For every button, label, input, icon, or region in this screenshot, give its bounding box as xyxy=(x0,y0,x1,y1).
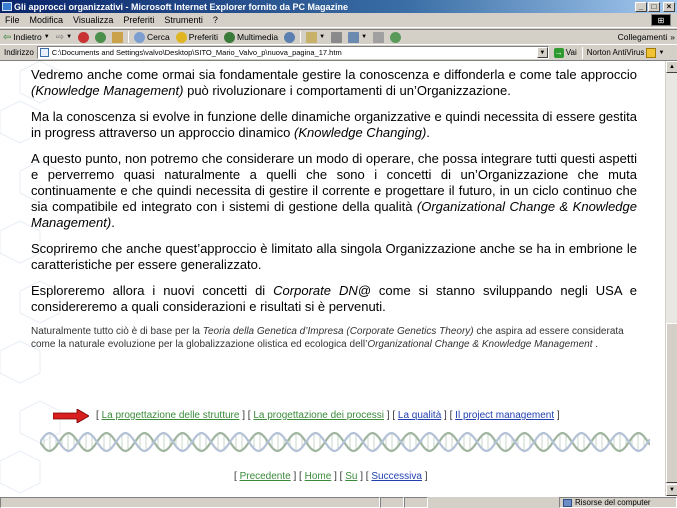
text-run: può rivoluzionare i comportamenti di un’Organizzazione. xyxy=(183,83,511,98)
toolbar-separator xyxy=(300,31,301,43)
go-button[interactable] xyxy=(549,48,582,58)
back-dropdown-icon[interactable]: ▼ xyxy=(43,34,50,40)
paragraph xyxy=(31,283,637,315)
italic-text: (Knowledge Changing) xyxy=(294,125,427,140)
links-area xyxy=(618,32,677,42)
status-bar xyxy=(0,496,677,508)
text-run: Vedremo anche come ormai sia fondamentale gestire la conoscenza e diffonderla e come tale approccio xyxy=(31,67,637,82)
vertical-scrollbar[interactable] xyxy=(665,61,677,496)
address-value: C:\Documents and Settings\valvo\Desktop\SITO_Mario_Valvo_p\nuova_pagina_17.htm xyxy=(51,48,342,57)
refresh-icon xyxy=(95,32,106,43)
status-message xyxy=(0,497,380,508)
link-progettazione-strutture[interactable]: La progettazione delle strutture xyxy=(101,410,240,421)
links-label[interactable]: Collegamenti xyxy=(617,32,668,42)
page-navigation: [ Precedente ] [ Home ] [ Su ] [ Successiva ] xyxy=(234,471,428,482)
window-title: Gli approcci organizzativi - Microsoft Internet Explorer fornito da PC Magazine xyxy=(14,1,349,12)
paragraph xyxy=(31,151,637,231)
dna-helix-divider xyxy=(40,429,650,455)
back-label: Indietro xyxy=(13,32,42,42)
stop-button[interactable] xyxy=(75,32,92,43)
link-project-management[interactable]: Il project management xyxy=(455,410,555,421)
mail-button[interactable] xyxy=(303,32,328,43)
maximize-button[interactable]: □ xyxy=(648,2,660,12)
zone-label: Risorse del computer xyxy=(575,498,651,507)
menu-help[interactable]: ? xyxy=(212,15,218,25)
edit-dropdown-icon[interactable]: ▼ xyxy=(361,34,368,40)
italic-text: Organizational Change & Knowledge Management xyxy=(367,339,593,350)
scroll-thumb[interactable] xyxy=(666,323,677,483)
search-label: Cerca xyxy=(147,32,170,42)
scroll-down-icon[interactable]: ▼ xyxy=(666,484,677,496)
text-run: . xyxy=(426,125,430,140)
text-run: Scopriremo che anche quest’approccio è limitato alla singola Organizzazione anche se ha in embrione le caratteristiche per essere generalizzato. xyxy=(31,241,637,272)
status-cell xyxy=(380,497,404,508)
section-links: [ La progettazione delle strutture ] [ La progettazione dei processi ] [ La qualità ] [ Il project management ] xyxy=(96,410,560,421)
star-icon xyxy=(176,32,187,43)
history-button[interactable] xyxy=(281,32,298,43)
stop-icon xyxy=(78,32,89,43)
go-label: Vai xyxy=(565,48,577,57)
search-button[interactable] xyxy=(131,32,173,43)
messenger-button[interactable] xyxy=(387,32,404,43)
link-qualita[interactable]: La qualità xyxy=(397,410,442,421)
discuss-icon xyxy=(373,32,384,43)
ie-icon xyxy=(2,2,12,11)
article-body xyxy=(31,67,637,361)
media-icon xyxy=(224,32,235,43)
messenger-icon xyxy=(390,32,401,43)
toolbar xyxy=(0,29,677,45)
edit-icon xyxy=(348,32,359,43)
forward-arrow-icon: ⇨ xyxy=(55,31,65,43)
red-arrow-icon xyxy=(53,409,89,423)
text-run: Esploreremo allora i nuovi concetti di xyxy=(31,283,274,298)
menu-view[interactable]: Visualizza xyxy=(73,15,114,25)
go-arrow-icon: → xyxy=(554,47,563,57)
text-run: che aspira ad essere considerata come la naturale evoluzione per la globalizzazione olistica ed ecologica dell’ xyxy=(31,326,624,350)
home-button[interactable] xyxy=(109,32,126,43)
window-controls xyxy=(635,2,675,12)
media-label: Multimedia xyxy=(237,32,279,42)
italic-text: Teoria della Genetica d’Impresa (Corporate Genetics Theory) xyxy=(202,326,474,337)
status-zone xyxy=(559,497,677,508)
scroll-up-icon[interactable]: ▲ xyxy=(666,61,677,73)
toolbar-separator xyxy=(128,31,129,43)
address-bar xyxy=(0,45,677,61)
norton-label: Norton AntiVirus xyxy=(586,48,645,57)
paragraph xyxy=(31,241,637,273)
link-next[interactable]: Successiva xyxy=(371,471,422,482)
note-paragraph xyxy=(31,325,637,351)
text-run: Ma la conoscenza si evolve in funzione delle dinamiche organizzative e quindi necessita di essere gestita in progress attraverso un approccio dinamico xyxy=(31,109,637,140)
discuss-button[interactable] xyxy=(370,32,387,43)
print-icon xyxy=(331,32,342,43)
italic-text: Corporate DN@ xyxy=(273,283,371,298)
mail-dropdown-icon[interactable]: ▼ xyxy=(319,34,326,40)
text-run: . xyxy=(111,215,115,230)
forward-dropdown-icon[interactable]: ▼ xyxy=(66,34,73,40)
link-previous[interactable]: Precedente xyxy=(239,471,291,482)
paragraph xyxy=(31,67,637,99)
menu-file[interactable]: File xyxy=(5,15,20,25)
menu-favorites[interactable]: Preferiti xyxy=(123,15,155,25)
computer-icon xyxy=(563,499,572,507)
refresh-button[interactable] xyxy=(92,32,109,43)
home-icon xyxy=(112,32,123,43)
status-cell xyxy=(404,497,428,508)
print-button[interactable] xyxy=(328,32,345,43)
mail-icon xyxy=(306,32,317,43)
links-chevron-icon[interactable]: » xyxy=(670,32,675,42)
italic-text: (Knowledge Management) xyxy=(31,83,184,98)
link-progettazione-processi[interactable]: La progettazione dei processi xyxy=(253,410,384,421)
text-run: A questo punto, non potremo che considerare un modo di operare, che possa integrare tutti questi aspetti e perverremo quasi naturalmente a quelli che sono i concetti di un’Organizzazione che muta continuamente e che quindi necessita di gestire il corrente e progettare il futuro, in un ciclo continuo che sia compatibile ed integrato con i sistemi di gestione della qualità xyxy=(31,151,637,214)
italic-text: (Organizational Change & Knowledge Management) xyxy=(31,199,637,230)
page-content xyxy=(0,61,665,496)
text-run: Naturalmente tutto ciò è di base per la xyxy=(31,326,203,337)
title-bar xyxy=(0,0,677,13)
edit-button[interactable] xyxy=(345,32,370,43)
favorites-button[interactable] xyxy=(173,32,221,43)
menu-bar xyxy=(0,13,677,28)
text-run: come si stanno sviluppando negli USA e considereremo a quali considerazioni e risultati si è pervenuti. xyxy=(31,283,637,314)
menu-edit[interactable]: Modifica xyxy=(29,15,64,25)
address-label: Indirizzo xyxy=(4,48,34,57)
address-input[interactable] xyxy=(37,46,549,59)
back-button[interactable] xyxy=(0,32,53,43)
menu-tools[interactable]: Strumenti xyxy=(164,15,203,25)
media-button[interactable] xyxy=(221,32,281,43)
link-up[interactable]: Su xyxy=(345,471,358,482)
back-arrow-icon: ⇦ xyxy=(3,31,12,43)
history-icon xyxy=(284,32,295,43)
paragraph xyxy=(31,109,637,141)
norton-dropdown-icon[interactable]: ▼ xyxy=(658,49,665,56)
favorites-label: Preferiti xyxy=(188,32,219,42)
forward-button[interactable] xyxy=(53,32,75,43)
norton-antivirus-button[interactable] xyxy=(583,48,669,58)
norton-icon xyxy=(646,48,656,58)
windows-logo-icon: ⊞ xyxy=(651,14,671,26)
link-home[interactable]: Home xyxy=(304,471,332,482)
minimize-button[interactable]: _ xyxy=(635,2,647,12)
search-icon xyxy=(134,32,145,43)
page-icon xyxy=(40,48,49,57)
address-dropdown-icon[interactable]: ▼ xyxy=(537,47,548,58)
close-button[interactable]: × xyxy=(663,2,675,12)
text-run: . xyxy=(592,339,599,350)
